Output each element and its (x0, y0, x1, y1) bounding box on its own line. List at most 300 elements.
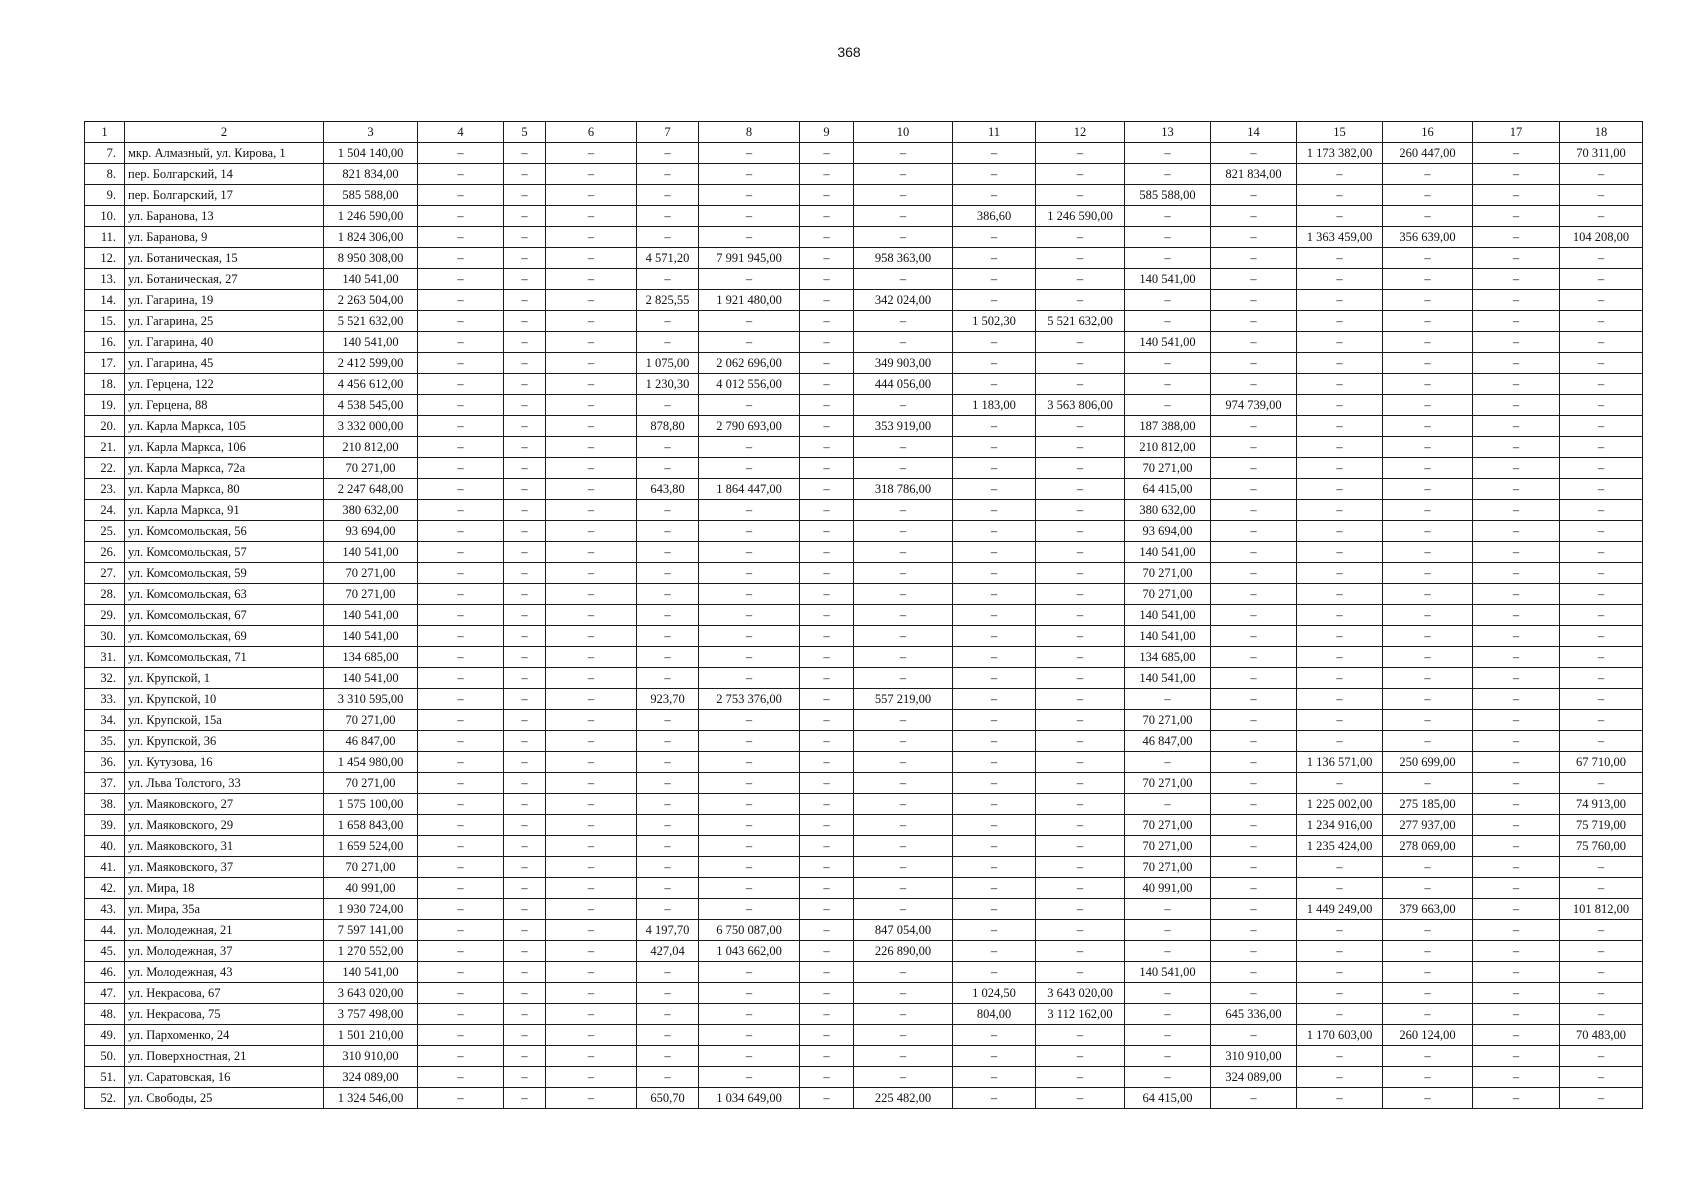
table-cell: – (854, 185, 953, 206)
table-cell: – (1036, 227, 1125, 248)
table-cell: – (418, 899, 504, 920)
table-cell: – (699, 1004, 800, 1025)
table-cell: – (637, 668, 699, 689)
table-cell: – (800, 353, 854, 374)
table-cell: ул. Карла Маркса, 106 (125, 437, 324, 458)
table-cell: – (1211, 437, 1297, 458)
table-cell: – (1560, 521, 1643, 542)
table-cell: – (637, 899, 699, 920)
table-cell: – (800, 458, 854, 479)
table-cell: – (418, 668, 504, 689)
table-row (85, 647, 1643, 668)
table-cell: 4 571,20 (637, 248, 699, 269)
table-cell: – (1473, 983, 1560, 1004)
table-cell: – (1473, 836, 1560, 857)
table-cell: 41. (85, 857, 125, 878)
table-cell: – (854, 521, 953, 542)
table-cell: – (1297, 311, 1383, 332)
table-cell: 29. (85, 605, 125, 626)
table-cell: – (418, 416, 504, 437)
table-cell: ул. Саратовская, 16 (125, 1067, 324, 1088)
table-cell: – (854, 962, 953, 983)
table-cell: 140 541,00 (1125, 605, 1211, 626)
table-cell: 5 521 632,00 (1036, 311, 1125, 332)
table-cell: – (1560, 647, 1643, 668)
table-cell: – (418, 290, 504, 311)
table-cell: – (1473, 920, 1560, 941)
table-cell: – (1297, 479, 1383, 500)
table-cell: – (546, 857, 637, 878)
table-cell: 278 069,00 (1383, 836, 1473, 857)
table-cell: 47. (85, 983, 125, 1004)
table-cell: – (546, 752, 637, 773)
table-cell: – (1473, 374, 1560, 395)
table-cell: ул. Молодежная, 21 (125, 920, 324, 941)
table-cell: – (418, 857, 504, 878)
table-cell: – (1560, 962, 1643, 983)
table-cell: 8 950 308,00 (324, 248, 418, 269)
table-cell: 557 219,00 (854, 689, 953, 710)
table-cell: 1 454 980,00 (324, 752, 418, 773)
table-cell: 36. (85, 752, 125, 773)
table-body (85, 143, 1643, 1109)
table-cell: – (504, 479, 546, 500)
table-cell: – (1383, 206, 1473, 227)
table-cell: – (1125, 206, 1211, 227)
table-cell: – (1036, 1046, 1125, 1067)
table-cell: – (504, 227, 546, 248)
table-cell: – (1297, 920, 1383, 941)
table-cell: 75 719,00 (1560, 815, 1643, 836)
table-cell: – (1211, 899, 1297, 920)
table-cell: – (1297, 1088, 1383, 1109)
table-cell: 427,04 (637, 941, 699, 962)
table-cell: – (1383, 1088, 1473, 1109)
table-cell: – (418, 647, 504, 668)
table-cell: ул. Крупской, 36 (125, 731, 324, 752)
table-row (85, 521, 1643, 542)
table-cell: – (504, 752, 546, 773)
table-cell: 386,60 (953, 206, 1036, 227)
table-cell: 101 812,00 (1560, 899, 1643, 920)
table-cell: – (418, 941, 504, 962)
table-cell: – (546, 1004, 637, 1025)
table-cell: – (1036, 437, 1125, 458)
table-cell: 1 183,00 (953, 395, 1036, 416)
table-cell: 277 937,00 (1383, 815, 1473, 836)
table-cell: ул. Карла Маркса, 91 (125, 500, 324, 521)
table-cell: – (1211, 332, 1297, 353)
table-cell: – (1297, 374, 1383, 395)
table-cell: – (1211, 185, 1297, 206)
table-cell: 645 336,00 (1211, 1004, 1297, 1025)
table-row (85, 185, 1643, 206)
table-cell: 15. (85, 311, 125, 332)
table-cell: 93 694,00 (324, 521, 418, 542)
table-cell: – (699, 521, 800, 542)
table-cell: 33. (85, 689, 125, 710)
table-cell: – (504, 899, 546, 920)
table-cell: ул. Комсомольская, 59 (125, 563, 324, 584)
table-cell: – (1560, 941, 1643, 962)
table-cell: – (1036, 941, 1125, 962)
table-cell: – (1036, 500, 1125, 521)
table-cell: – (1211, 626, 1297, 647)
table-cell: 1 363 459,00 (1297, 227, 1383, 248)
table-cell: – (1036, 479, 1125, 500)
table-cell: – (1560, 1004, 1643, 1025)
table-cell: – (953, 815, 1036, 836)
table-cell: – (1211, 794, 1297, 815)
table-cell: 104 208,00 (1560, 227, 1643, 248)
table-cell: – (953, 164, 1036, 185)
table-cell: – (1211, 206, 1297, 227)
table-cell: – (800, 1046, 854, 1067)
table-cell: – (637, 815, 699, 836)
table-cell: – (800, 731, 854, 752)
table-cell: – (854, 731, 953, 752)
table-cell: – (1125, 395, 1211, 416)
table-cell: – (637, 836, 699, 857)
table-row (85, 248, 1643, 269)
table-cell: – (504, 731, 546, 752)
table-cell: – (1036, 668, 1125, 689)
table-cell: – (1125, 983, 1211, 1004)
table-cell: – (953, 143, 1036, 164)
table-cell: – (953, 668, 1036, 689)
table-cell: – (637, 794, 699, 815)
table-cell: 3 563 806,00 (1036, 395, 1125, 416)
table-cell: 356 639,00 (1383, 227, 1473, 248)
table-cell: – (1211, 689, 1297, 710)
table-cell: – (953, 521, 1036, 542)
table-cell: – (1125, 752, 1211, 773)
table-cell: 1 173 382,00 (1297, 143, 1383, 164)
table-cell: – (1560, 332, 1643, 353)
table-cell: – (1473, 206, 1560, 227)
table-cell: ул. Карла Маркса, 80 (125, 479, 324, 500)
table-cell: – (1036, 332, 1125, 353)
table-cell: – (699, 227, 800, 248)
table-cell: – (504, 269, 546, 290)
table-cell: – (1297, 647, 1383, 668)
table-cell: – (504, 248, 546, 269)
table-cell: – (1036, 710, 1125, 731)
table-cell: мкр. Алмазный, ул. Кирова, 1 (125, 143, 324, 164)
table-cell: – (1297, 353, 1383, 374)
table-cell: – (699, 857, 800, 878)
table-cell: – (637, 878, 699, 899)
table-cell: 19. (85, 395, 125, 416)
table-cell: – (1473, 500, 1560, 521)
table-cell: 2 412 599,00 (324, 353, 418, 374)
table-cell: – (504, 689, 546, 710)
table-cell: – (1473, 1046, 1560, 1067)
table-cell: – (953, 1046, 1036, 1067)
table-cell: – (854, 227, 953, 248)
table-cell: ул. Мира, 18 (125, 878, 324, 899)
table-cell: – (953, 416, 1036, 437)
table-cell: – (1125, 920, 1211, 941)
table-cell: – (953, 458, 1036, 479)
table-cell: – (1297, 332, 1383, 353)
table-cell: – (800, 626, 854, 647)
table-cell: 140 541,00 (1125, 668, 1211, 689)
table-cell: – (1383, 1004, 1473, 1025)
table-cell: – (1473, 962, 1560, 983)
table-cell: – (418, 773, 504, 794)
table-cell: – (699, 206, 800, 227)
table-cell: – (1211, 353, 1297, 374)
column-header: 9 (800, 122, 854, 143)
table-cell: – (418, 983, 504, 1004)
table-cell: – (504, 458, 546, 479)
table-cell: – (953, 374, 1036, 395)
table-cell: ул. Комсомольская, 63 (125, 584, 324, 605)
table-cell: 7. (85, 143, 125, 164)
table-cell: – (699, 710, 800, 731)
table-cell: ул. Герцена, 88 (125, 395, 324, 416)
table-cell: – (1211, 458, 1297, 479)
table-cell: ул. Ботаническая, 15 (125, 248, 324, 269)
table-cell: – (953, 500, 1036, 521)
table-cell: – (699, 458, 800, 479)
table-cell: – (637, 563, 699, 584)
table-cell: – (418, 227, 504, 248)
table-cell: – (637, 626, 699, 647)
table-row (85, 1088, 1643, 1109)
table-cell: – (418, 269, 504, 290)
table-cell: – (1125, 1067, 1211, 1088)
table-cell: – (1473, 416, 1560, 437)
table-cell: – (546, 899, 637, 920)
table-cell: – (1211, 416, 1297, 437)
table-cell: – (1473, 185, 1560, 206)
table-cell: 70 271,00 (324, 458, 418, 479)
table-cell: – (1211, 1088, 1297, 1109)
table-cell: ул. Комсомольская, 67 (125, 605, 324, 626)
column-header: 14 (1211, 122, 1297, 143)
table-cell: – (699, 626, 800, 647)
table-cell: – (800, 332, 854, 353)
column-header: 6 (546, 122, 637, 143)
table-cell: – (1036, 248, 1125, 269)
table-cell: – (504, 143, 546, 164)
table-row (85, 353, 1643, 374)
table-cell: – (1560, 290, 1643, 311)
table-cell: – (1036, 626, 1125, 647)
table-cell: 21. (85, 437, 125, 458)
table-cell: 349 903,00 (854, 353, 953, 374)
table-cell: – (1211, 542, 1297, 563)
table-cell: – (1125, 941, 1211, 962)
table-cell: 2 263 504,00 (324, 290, 418, 311)
table-cell: – (1036, 836, 1125, 857)
table-cell: ул. Гагарина, 19 (125, 290, 324, 311)
table-cell: – (1297, 605, 1383, 626)
table-cell: – (1473, 164, 1560, 185)
table-cell: – (953, 1088, 1036, 1109)
table-cell: – (1560, 731, 1643, 752)
table-cell: – (800, 227, 854, 248)
table-cell: 2 825,55 (637, 290, 699, 311)
table-cell: – (1125, 1025, 1211, 1046)
table-cell: – (418, 185, 504, 206)
table-cell: 1 658 843,00 (324, 815, 418, 836)
table-cell: 275 185,00 (1383, 794, 1473, 815)
table-cell: – (418, 437, 504, 458)
table-cell: – (1211, 710, 1297, 731)
table-cell: – (953, 290, 1036, 311)
table-cell: ул. Комсомольская, 57 (125, 542, 324, 563)
table-cell: – (1473, 563, 1560, 584)
table-cell: – (418, 878, 504, 899)
table-cell: – (1473, 227, 1560, 248)
table-cell: 28. (85, 584, 125, 605)
table-cell: – (504, 500, 546, 521)
table-cell: – (1297, 689, 1383, 710)
table-cell: 6 750 087,00 (699, 920, 800, 941)
table-cell: – (1383, 185, 1473, 206)
table-cell: – (546, 836, 637, 857)
table-row (85, 395, 1643, 416)
column-header: 18 (1560, 122, 1643, 143)
table-cell: – (1473, 689, 1560, 710)
table-cell: 70 271,00 (324, 563, 418, 584)
table-cell: – (699, 752, 800, 773)
table-cell: – (504, 1025, 546, 1046)
table-cell: – (1036, 773, 1125, 794)
table-cell: 40 991,00 (1125, 878, 1211, 899)
table-cell: – (1560, 248, 1643, 269)
table-row (85, 878, 1643, 899)
table-cell: – (546, 983, 637, 1004)
table-cell: – (504, 962, 546, 983)
table-cell: – (1383, 983, 1473, 1004)
table-cell: ул. Мира, 35а (125, 899, 324, 920)
table-cell: – (699, 983, 800, 1004)
table-cell: – (1211, 290, 1297, 311)
table-cell: – (546, 395, 637, 416)
table-cell: 923,70 (637, 689, 699, 710)
table-cell: – (1036, 542, 1125, 563)
table-cell: – (1211, 584, 1297, 605)
table-cell: – (637, 962, 699, 983)
table-cell: ул. Гагарина, 40 (125, 332, 324, 353)
table-cell: – (1560, 1067, 1643, 1088)
table-cell: – (800, 794, 854, 815)
table-cell: 43. (85, 899, 125, 920)
table-cell: – (800, 752, 854, 773)
table-cell: 3 332 000,00 (324, 416, 418, 437)
table-cell: – (546, 353, 637, 374)
table-cell: 45. (85, 941, 125, 962)
table-cell: – (546, 605, 637, 626)
table-cell: – (546, 1046, 637, 1067)
table-cell: 34. (85, 710, 125, 731)
table-cell: – (1473, 605, 1560, 626)
table-cell: пер. Болгарский, 14 (125, 164, 324, 185)
table-cell: – (1036, 458, 1125, 479)
table-cell: – (953, 1025, 1036, 1046)
table-cell: – (546, 458, 637, 479)
table-cell: – (854, 794, 953, 815)
table-cell: 324 089,00 (1211, 1067, 1297, 1088)
table-cell: – (800, 668, 854, 689)
table-cell: – (800, 479, 854, 500)
table-cell: – (637, 731, 699, 752)
table-cell: – (546, 1088, 637, 1109)
table-cell: 26. (85, 542, 125, 563)
table-cell: – (1036, 731, 1125, 752)
table-cell: – (504, 542, 546, 563)
table-cell: – (1560, 1046, 1643, 1067)
table-row (85, 920, 1643, 941)
table-cell: – (504, 668, 546, 689)
table-cell: – (1473, 752, 1560, 773)
table-cell: – (1560, 689, 1643, 710)
table-cell: – (1297, 626, 1383, 647)
table-cell: 821 834,00 (324, 164, 418, 185)
table-cell: 1 449 249,00 (1297, 899, 1383, 920)
table-cell: – (854, 1004, 953, 1025)
table-cell: – (1473, 668, 1560, 689)
table-cell: – (800, 710, 854, 731)
table-cell: – (1383, 416, 1473, 437)
table-cell: 1 230,30 (637, 374, 699, 395)
table-cell: – (1560, 500, 1643, 521)
table-row (85, 1067, 1643, 1088)
table-cell: 7 991 945,00 (699, 248, 800, 269)
table-cell: – (1560, 164, 1643, 185)
table-row (85, 311, 1643, 332)
table-cell: – (1211, 962, 1297, 983)
table-cell: – (504, 206, 546, 227)
table-cell: ул. Поверхностная, 21 (125, 1046, 324, 1067)
table-cell: – (637, 185, 699, 206)
table-cell: – (504, 983, 546, 1004)
table-cell: 12. (85, 248, 125, 269)
table-cell: – (1125, 248, 1211, 269)
table-cell: – (1383, 857, 1473, 878)
table-cell: – (699, 311, 800, 332)
table-cell: – (800, 185, 854, 206)
table-cell: 35. (85, 731, 125, 752)
table-row (85, 416, 1643, 437)
table-cell: ул. Молодежная, 43 (125, 962, 324, 983)
column-header: 7 (637, 122, 699, 143)
table-cell: – (800, 941, 854, 962)
table-cell: – (1560, 626, 1643, 647)
table-cell: – (1036, 374, 1125, 395)
table-row (85, 584, 1643, 605)
table-row (85, 857, 1643, 878)
table-cell: – (1560, 878, 1643, 899)
table-cell: – (1297, 500, 1383, 521)
table-row (85, 668, 1643, 689)
table-cell: – (800, 311, 854, 332)
table-cell: – (637, 395, 699, 416)
table-cell: – (546, 626, 637, 647)
table-cell: 74 913,00 (1560, 794, 1643, 815)
table-cell: – (546, 542, 637, 563)
table-cell: – (699, 395, 800, 416)
table-cell: – (1473, 773, 1560, 794)
table-cell: – (1473, 857, 1560, 878)
table-cell: – (418, 164, 504, 185)
table-cell: – (418, 563, 504, 584)
table-cell: – (1473, 626, 1560, 647)
